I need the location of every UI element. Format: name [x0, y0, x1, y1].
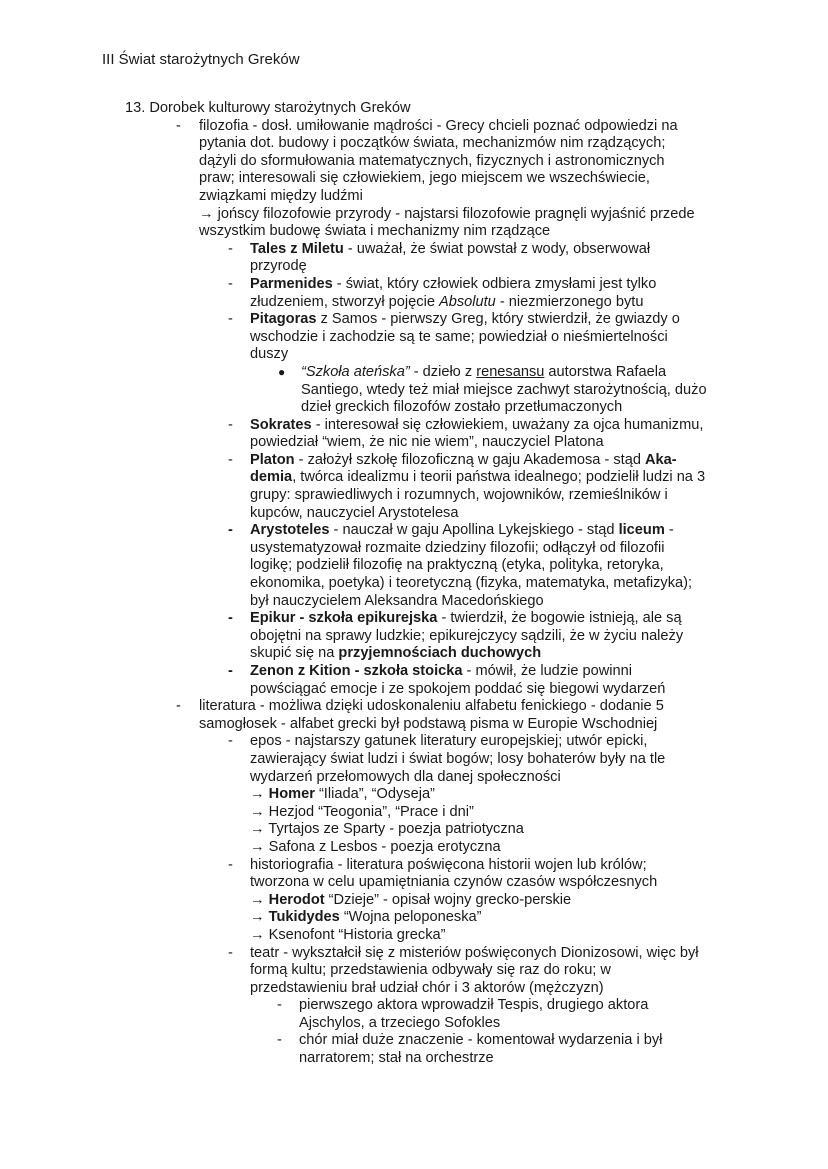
- section-heading: 13. Dorobek kulturowy starożytnych Greków: [125, 100, 411, 116]
- philosopher-name: Arystoteles: [250, 522, 330, 539]
- underlined-term: renesansu: [476, 363, 545, 380]
- text-line: chór miał duże znaczenie - komentował wydarzenia i był: [299, 1032, 663, 1049]
- text-line: literatura - możliwa dzięki udoskonaleniu alfabetu fenickiego - dodanie 5: [199, 698, 664, 715]
- text-line: teatr - wykształcił się z misteriów poświęconych Dionizosowi, więc był: [250, 944, 699, 961]
- list-item-teatr-aktorzy: [0, 997, 828, 1032]
- text: - dzieło z: [409, 363, 477, 380]
- list-item-teatr: [0, 945, 828, 998]
- bullet-icon: ●: [278, 364, 286, 379]
- text-line: grupy: sprawiedliwych i rozumnych, wojowników, rzemieślników i: [250, 487, 668, 504]
- dash-marker: -: [228, 522, 233, 539]
- text-line: pytania dot. budowy i początków świata, mechanizmów nim rządzących;: [199, 135, 666, 152]
- list-item-sokrates: [0, 417, 828, 452]
- philosopher-name: Platon: [250, 451, 295, 468]
- dash-marker: -: [228, 240, 233, 257]
- text-line: dzieł greckich filozofów zostało przetłumaczonych: [301, 399, 623, 416]
- text-line: kupców, nauczyciel Arystotelesa: [250, 504, 459, 521]
- text-line: samogłosek - alfabet grecki był podstawą pisma w Europie Wschodniej: [199, 715, 658, 732]
- bold-term: demia: [250, 469, 293, 486]
- author-name: Homer: [268, 786, 315, 803]
- list-item-epikur: [0, 610, 828, 663]
- text: , twórca idealizmu i teorii państwa idealnego; podzielił ludzi na 3: [292, 469, 706, 486]
- text: - niezmierzonego bytu: [495, 293, 644, 310]
- text-line: ekonomika, poetyka) i teoretyczną (fizyka, matematyka, metafizyka);: [250, 575, 693, 592]
- italic-term: Absolutu: [439, 293, 496, 310]
- text-line: logikę; podzielił filozofię na praktyczną (etyka, polityka, retoryka,: [250, 557, 664, 574]
- text-line: historiografia - literatura poświęcona historii wojen lub królów;: [250, 856, 647, 873]
- philosopher-name: Sokrates: [250, 416, 312, 433]
- list-item-filozofia: [0, 118, 828, 241]
- dash-marker: -: [228, 416, 233, 433]
- philosopher-name: Tales z Miletu: [250, 240, 344, 257]
- text-line: wschodzie i zachodzie są te same; powiedział o nieśmiertelności: [250, 328, 668, 345]
- dash-marker: -: [176, 117, 181, 134]
- dash-marker: -: [228, 451, 233, 468]
- text: autorstwa Rafaela: [544, 363, 667, 380]
- italic-title: “Szkoła ateńska”: [301, 363, 410, 380]
- dash-marker: -: [228, 663, 233, 679]
- list-item-platon: [0, 452, 828, 522]
- text-line: wydarzeń przełomowych dla danej społeczności: [250, 768, 561, 785]
- text-line: powściągać emocje i ze spokojem poddać się biegowi wydarzeń: [250, 680, 666, 697]
- bold-term: liceum: [618, 522, 665, 539]
- text-line: przedstawieniu brał udział chór i 3 aktorów (mężczyzn): [250, 979, 604, 996]
- arrow-icon: →: [250, 909, 269, 926]
- text: - nauczał w gaju Apollina Lykejskiego - stąd: [329, 522, 619, 539]
- list-item-historiografia: [0, 857, 828, 945]
- text-line: powiedział “wiem, że nic nie wiem”, nauczyciel Platona: [250, 434, 604, 451]
- text: “Iliada”, “Odyseja”: [314, 786, 435, 803]
- arrow-line: → Ksenofont “Historia grecka”: [250, 926, 446, 943]
- text-line: związkami między ludźmi: [199, 187, 363, 204]
- arrow-line: → Tyrtajos ze Sparty - poezja patriotyczna: [250, 821, 524, 838]
- text: - mówił, że ludzie powinni: [462, 663, 633, 679]
- text: z Samos - pierwszy Greg, który stwierdził, że gwiazdy o: [316, 311, 680, 328]
- arrow-line: → jońscy filozofowie przyrody - najstarsi filozofowie pragnęli wyjaśnić przede: [199, 205, 695, 222]
- arrow-icon: →: [250, 786, 269, 803]
- list-item-zenon: [0, 663, 828, 698]
- arrow-line: wszystkim budowę świata i mechanizmy nim rządzące: [199, 223, 551, 240]
- author-name: Tukidydes: [268, 909, 340, 926]
- philosopher-name: Parmenides: [250, 275, 333, 292]
- text-line: usystematyzował rozmaite dziedziny filozofii; odłączył od filozofii: [250, 539, 665, 556]
- text-line: dążyli do sformułowania matematycznych, fizycznych i astronomicznych: [199, 152, 665, 169]
- arrow-icon: →: [250, 891, 269, 908]
- dash-marker: -: [277, 997, 282, 1014]
- text: “Dzieje” - opisał wojny grecko-perskie: [324, 891, 572, 908]
- text-line: przyrodę: [250, 258, 307, 275]
- bold-term: przyjemnościach duchowych: [338, 645, 542, 662]
- document-body: [0, 100, 828, 1068]
- dash-marker: -: [228, 944, 233, 961]
- text-line: duszy: [250, 346, 289, 363]
- text: - interesował się człowiekiem, uważany za ojca humanizmu,: [311, 416, 704, 433]
- dash-marker: -: [277, 1032, 282, 1049]
- school-name: szkoła stoicka: [363, 663, 463, 679]
- text: -: [664, 522, 674, 539]
- text-line: epos - najstarszy gatunek literatury europejskiej; utwór epicki,: [250, 733, 648, 750]
- dash-marker: -: [228, 856, 233, 873]
- arrow-line: → Hezjod “Teogonia”, “Prace i dni”: [250, 803, 474, 820]
- text-line: praw; interesowali się człowiekiem, jego miejscem we wszechświecie,: [199, 170, 650, 187]
- text-line: był nauczycielem Aleksandra Macedońskiego: [250, 592, 544, 609]
- text-line: obojętni na sprawy ludzkie; epikurejczycy sądzili, że w życiu należy: [250, 627, 684, 644]
- text: - świat, który człowiek odbiera zmysłami jest tylko: [332, 275, 657, 292]
- text-line: filozofia - dosł. umiłowanie mądrości - Grecy chcieli poznać odpowiedzi na: [199, 117, 678, 134]
- philosopher-name: Pitagoras: [250, 311, 317, 328]
- dash-marker: -: [228, 610, 233, 627]
- bold-term: Aka-: [645, 451, 677, 468]
- text: skupić się na: [250, 645, 339, 662]
- author-name: Herodot: [268, 891, 325, 908]
- list-item-pitagoras: [0, 311, 828, 364]
- philosopher-name: Epikur: [250, 610, 296, 627]
- text-line: zawierający świat ludzi i świat bogów; losy bohaterów były na tle: [250, 750, 666, 767]
- text-line: formą kultu; przedstawienia odbywały się raz do roku; w: [250, 962, 611, 979]
- list-item-tales: [0, 241, 828, 276]
- list-item-parmenides: [0, 276, 828, 311]
- list-item-arystoteles: [0, 522, 828, 610]
- list-item-teatr-chor: [0, 1032, 828, 1067]
- text: “Wojna peloponeska”: [339, 909, 482, 926]
- list-item-literatura: [0, 698, 828, 733]
- text-line: Ajschylos, a trzeciego Sofokles: [299, 1014, 501, 1031]
- text: - założył szkołę filozoficzną w gaju Akademosa - stąd: [294, 451, 646, 468]
- text-line: Santiego, wtedy też miał miejsce zachwyt starożytnością, dużo: [301, 381, 707, 398]
- separator: -: [350, 663, 364, 679]
- list-item-szkola-atenska: [0, 364, 828, 417]
- text-line: narratorem; stał na orchestrze: [299, 1050, 494, 1067]
- dash-marker: -: [228, 311, 233, 328]
- philosopher-name: Zenon z Kition: [250, 663, 351, 679]
- text-line: tworzona w celu upamiętniania czynów czasów współczesnych: [250, 874, 658, 891]
- page-title: III Świat starożytnych Greków: [102, 51, 300, 68]
- text: złudzeniem, stworzył pojęcie: [250, 293, 439, 310]
- dash-marker: -: [228, 733, 233, 750]
- text-line: pierwszego aktora wprowadził Tespis, drugiego aktora: [299, 997, 649, 1014]
- list-item-epos: [0, 733, 828, 856]
- text: - uważał, że świat powstał z wody, obserwował: [343, 240, 651, 257]
- dash-marker: -: [228, 275, 233, 292]
- arrow-line: → Safona z Lesbos - poezja erotyczna: [250, 838, 501, 855]
- dash-marker: -: [176, 698, 181, 715]
- separator: -: [295, 610, 309, 627]
- school-name: szkoła epikurejska: [308, 610, 438, 627]
- text: - twierdził, że bogowie istnieją, ale są: [437, 610, 682, 627]
